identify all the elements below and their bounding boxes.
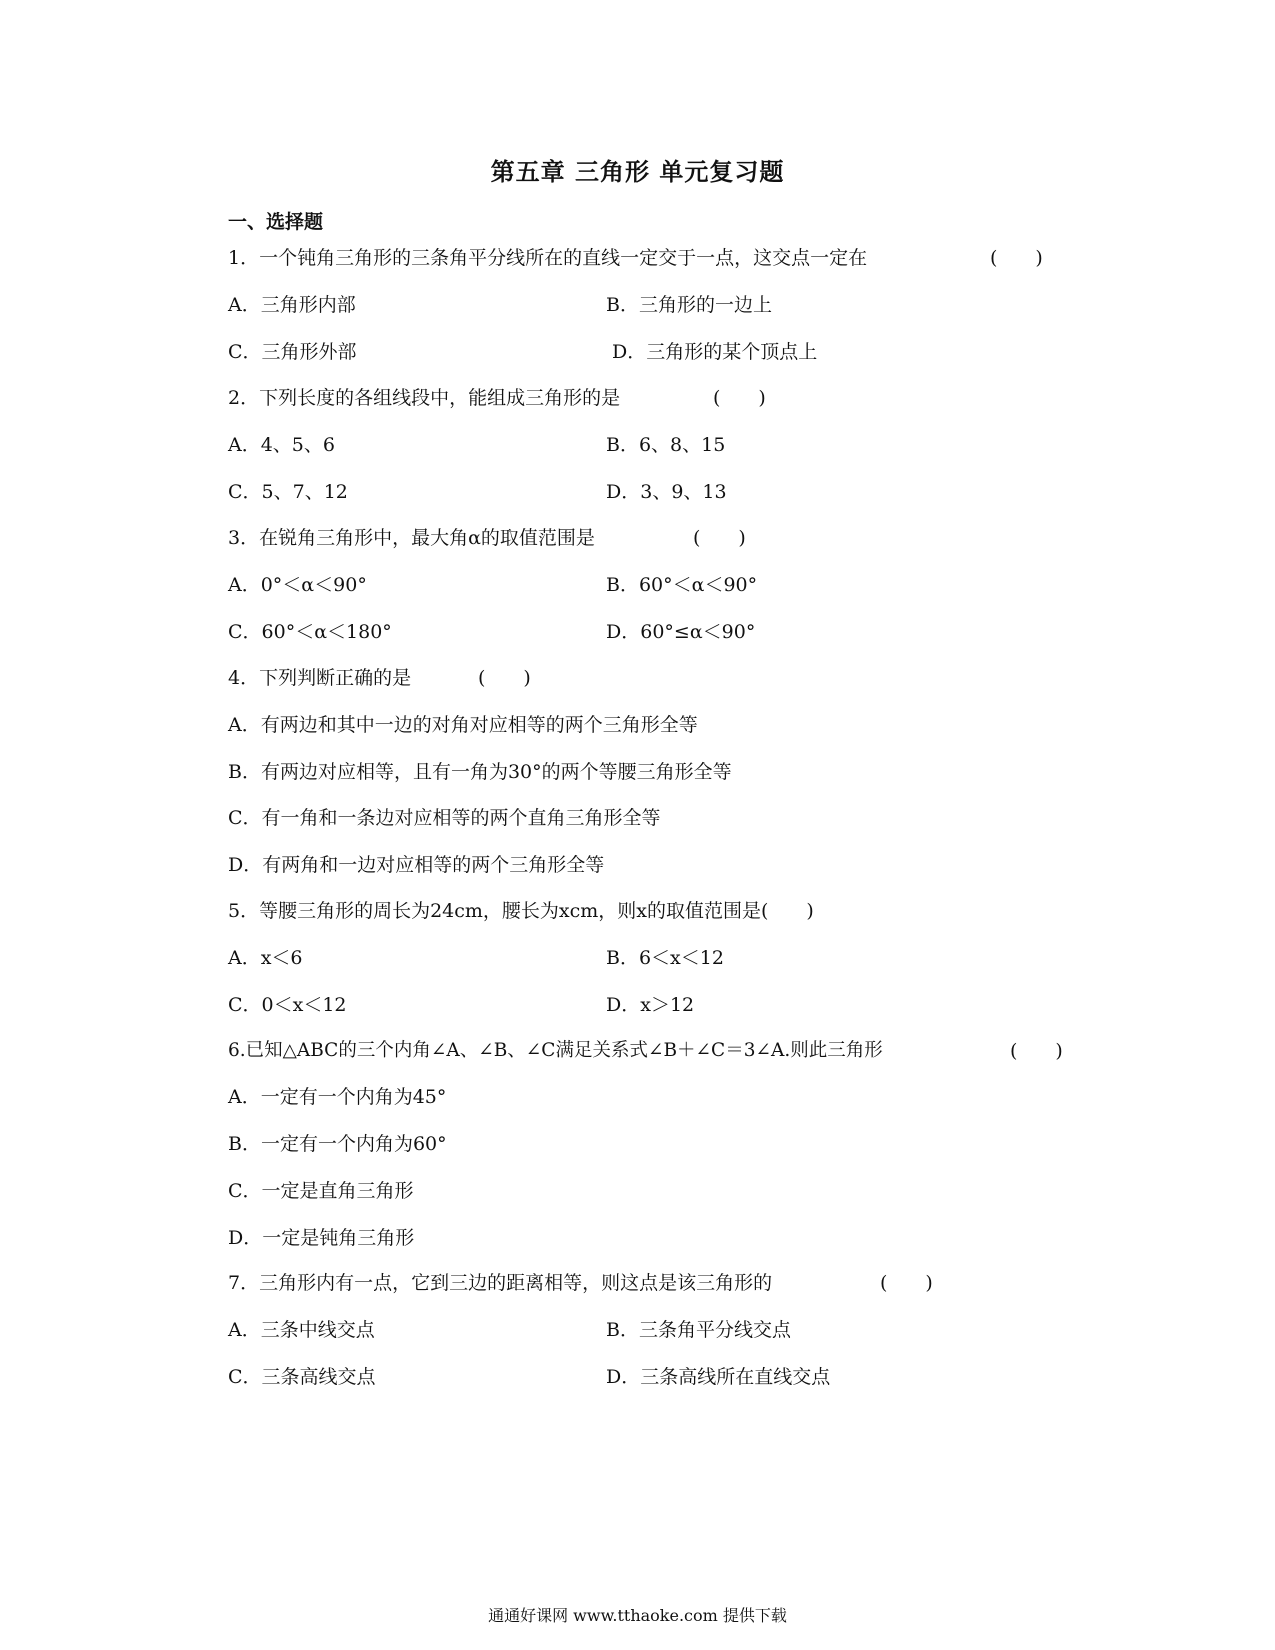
question-1-option-d: D．三角形的某个顶点上 bbox=[612, 341, 818, 363]
question-6-option-c: C．一定是直角三角形 bbox=[228, 1180, 414, 1202]
page-footer: 通通好课网 www.tthaoke.com 提供下载 bbox=[488, 1606, 787, 1625]
question-4-option-b: B．有两边对应相等，且有一角为30°的两个等腰三角形全等 bbox=[228, 761, 732, 783]
question-7-option-c: C．三条高线交点 bbox=[228, 1366, 376, 1388]
question-5-option-d: D．x＞12 bbox=[606, 994, 695, 1016]
question-3-option-d: D．60°≤α＜90° bbox=[606, 621, 756, 643]
question-7-option-d: D．三条高线所在直线交点 bbox=[606, 1366, 831, 1388]
question-1-answer-blank: ( ) bbox=[990, 247, 1043, 269]
question-5-option-a: A．x＜6 bbox=[228, 947, 303, 969]
question-4-answer-blank: ( ) bbox=[478, 667, 531, 689]
question-2-answer-blank: ( ) bbox=[713, 387, 766, 409]
question-6-option-d: D．一定是钝角三角形 bbox=[228, 1227, 415, 1249]
question-7-answer-blank: ( ) bbox=[880, 1272, 933, 1294]
question-5-stem: 5．等腰三角形的周长为24cm，腰长为xcm，则x的取值范围是( ) bbox=[228, 900, 814, 922]
question-2-option-c: C．5、7、12 bbox=[228, 481, 348, 503]
question-3-option-b: B．60°＜α＜90° bbox=[606, 574, 758, 596]
question-1-option-b: B．三角形的一边上 bbox=[606, 294, 772, 316]
question-7-option-b: B．三条角平分线交点 bbox=[606, 1319, 791, 1341]
question-6-option-b: B．一定有一个内角为60° bbox=[228, 1133, 447, 1155]
question-4-option-c: C．有一角和一条边对应相等的两个直角三角形全等 bbox=[228, 807, 661, 829]
question-5-option-b: B．6＜x＜12 bbox=[606, 947, 724, 969]
question-2-option-b: B．6、8、15 bbox=[606, 434, 726, 456]
question-3-option-c: C．60°＜α＜180° bbox=[228, 621, 392, 643]
section-heading: 一、选择题 bbox=[228, 211, 324, 233]
question-3-stem: 3．在锐角三角形中，最大角α的取值范围是 bbox=[228, 527, 595, 549]
question-7-option-a: A．三条中线交点 bbox=[228, 1319, 375, 1341]
question-7-stem: 7．三角形内有一点，它到三边的距离相等，则这点是该三角形的 bbox=[228, 1272, 773, 1294]
question-1-option-a: A．三角形内部 bbox=[228, 294, 356, 316]
question-2-option-d: D．3、9、13 bbox=[606, 481, 727, 503]
question-2-option-a: A．4、5、6 bbox=[228, 434, 335, 456]
question-6-answer-blank: ( ) bbox=[1010, 1040, 1063, 1062]
page-title: 第五章 三角形 单元复习题 bbox=[490, 158, 785, 186]
question-1-stem: 1．一个钝角三角形的三条角平分线所在的直线一定交于一点，这交点一定在 bbox=[228, 247, 868, 269]
question-4-option-a: A．有两边和其中一边的对角对应相等的两个三角形全等 bbox=[228, 714, 698, 736]
question-2-stem: 2．下列长度的各组线段中，能组成三角形的是 bbox=[228, 387, 621, 409]
question-6-stem: 6.已知△ABC的三个内角∠A、∠B、∠C满足关系式∠B＋∠C＝3∠A.则此三角形 bbox=[228, 1040, 883, 1061]
question-3-option-a: A．0°＜α＜90° bbox=[228, 574, 367, 596]
question-4-option-d: D．有两角和一边对应相等的两个三角形全等 bbox=[228, 854, 605, 876]
question-5-option-c: C．0＜x＜12 bbox=[228, 994, 347, 1016]
question-4-stem: 4．下列判断正确的是 bbox=[228, 667, 412, 689]
question-6-option-a: A．一定有一个内角为45° bbox=[228, 1086, 447, 1108]
question-3-answer-blank: ( ) bbox=[693, 527, 746, 549]
question-1-option-c: C．三角形外部 bbox=[228, 341, 357, 363]
